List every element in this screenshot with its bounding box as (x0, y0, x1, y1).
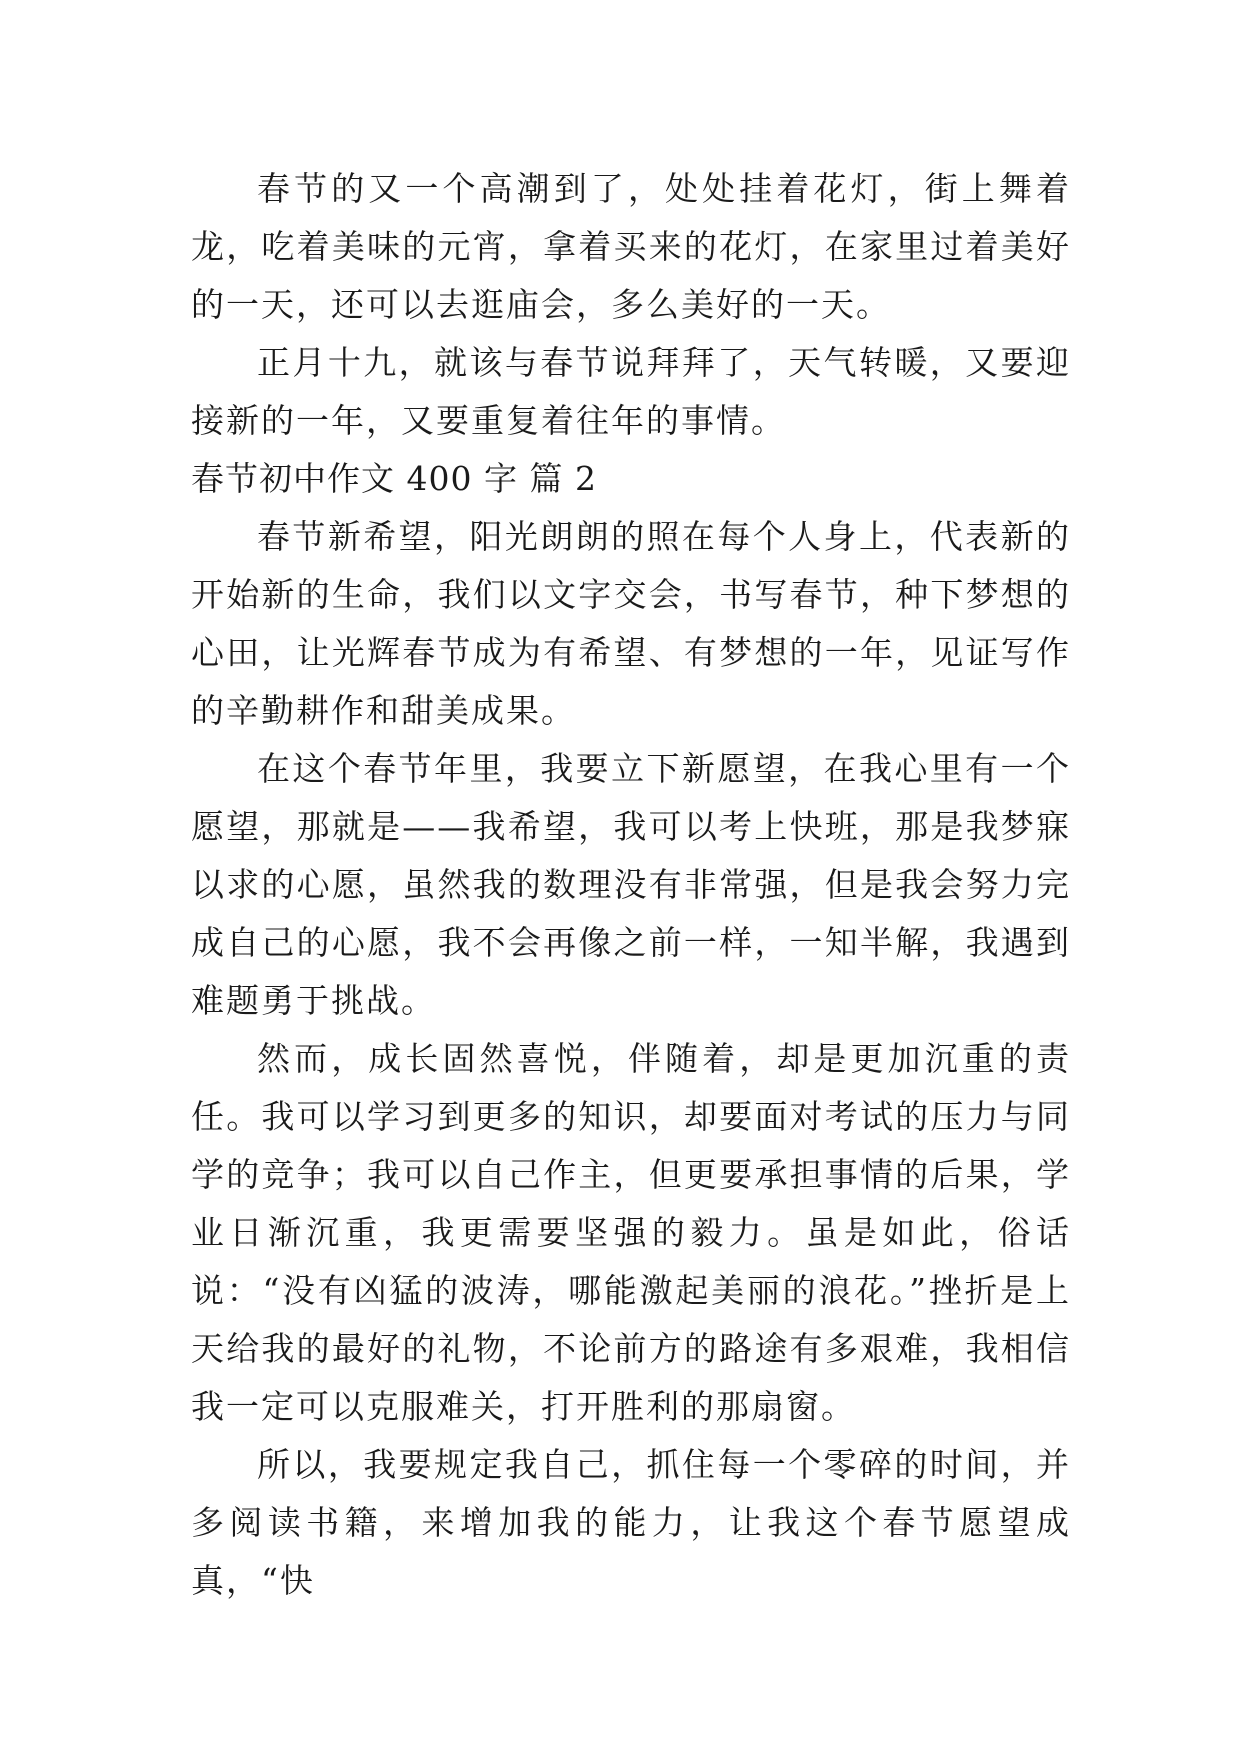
section-heading: 春节初中作文 400 字 篇 2 (191, 459, 597, 498)
document-body (191, 160, 1071, 1610)
paragraph: 所以，我要规定我自己，抓住每一个零碎的时间，并多阅读书籍，来增加我的能力，让我这个春节愿望成真，“快 (191, 1445, 1071, 1600)
paragraph: 然而，成长固然喜悦，伴随着，却是更加沉重的责任。我可以学习到更多的知识，却要面对考试的压力与同学的竞争；我可以自己作主，但更要承担事情的后果，学业日渐沉重，我更需要坚强的毅力。虽是如此，俗话说：“没有凶猛的波涛，哪能激起美丽的浪花。”挫折是上天给我的最好的礼物，不论前方的路途有多艰难，我相信我一定可以克服难关，打开胜利的那扇窗。 (191, 1039, 1071, 1426)
paragraph: 春节新希望，阳光朗朗的照在每个人身上，代表新的开始新的生命，我们以文字交会，书写春节，种下梦想的心田，让光辉春节成为有希望、有梦想的一年，见证写作的辛勤耕作和甜美成果。 (191, 517, 1071, 730)
paragraph: 春节的又一个高潮到了，处处挂着花灯，街上舞着龙，吃着美味的元宵，拿着买来的花灯，在家里过着美好的一天，还可以去逛庙会，多么美好的一天。 (191, 169, 1071, 324)
paragraph: 正月十九，就该与春节说拜拜了，天气转暖，又要迎接新的一年，又要重复着往年的事情。 (191, 343, 1071, 440)
paragraph: 在这个春节年里，我要立下新愿望，在我心里有一个愿望，那就是——我希望，我可以考上快班，那是我梦寐以求的心愿，虽然我的数理没有非常强，但是我会努力完成自己的心愿，我不会再像之前一样，一知半解，我遇到难题勇于挑战。 (191, 749, 1071, 1020)
